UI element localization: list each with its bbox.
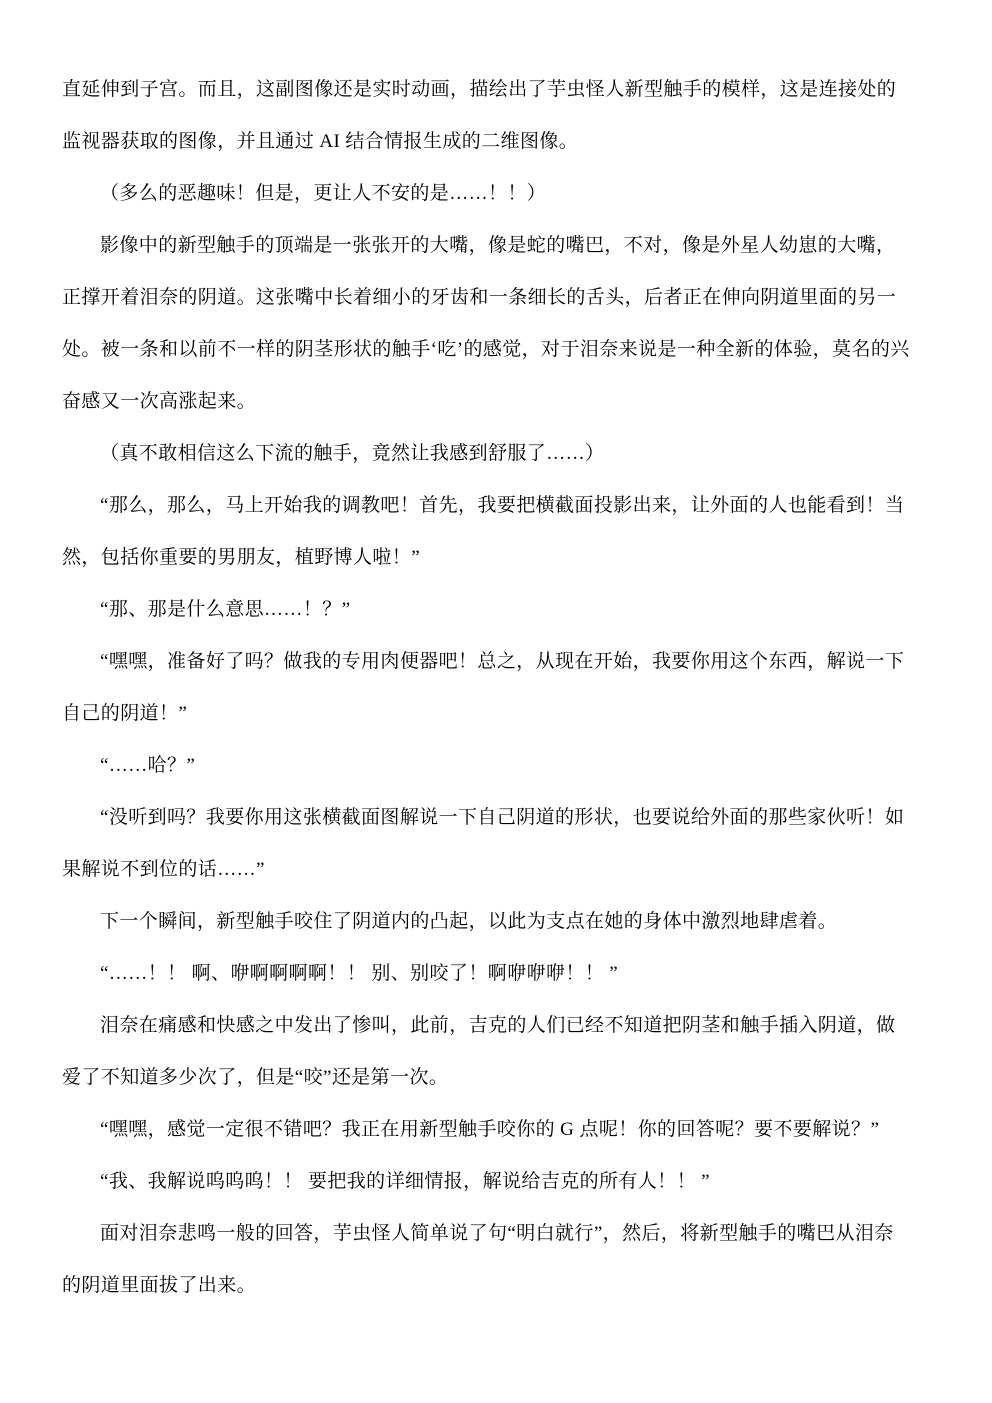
text-line: “那么，那么，马上开始我的调教吧！首先，我要把横截面投影出来，让外面的人也能看到！当 xyxy=(100,495,905,516)
text-line: 然，包括你重要的男朋友，植野博人啦！” xyxy=(62,547,421,568)
text-line: 影像中的新型触手的顶端是一张张开的大嘴，像是蛇的嘴巴，不对，像是外星人幼崽的大嘴， xyxy=(100,235,896,256)
text-line: 监视器获取的图像，并且通过 AI 结合情报生成的二维图像。 xyxy=(62,131,579,152)
text-line: （多么的恶趣味！但是，更让人不安的是……！！） xyxy=(100,183,547,204)
text-line: “……！！ 啊、咿啊啊啊啊！！ 别、别咬了！啊咿咿咿！！ ” xyxy=(100,963,619,984)
text-line: “嘿嘿，准备好了吗？做我的专用肉便器吧！总之，从现在开始，我要你用这个东西，解说一下 xyxy=(100,651,905,672)
text-line: “嘿嘿，感觉一定很不错吧？我正在用新型触手咬你的 G 点呢！你的回答呢？要不要解说？” xyxy=(100,1119,880,1140)
text-line: 奋感又一次高涨起来。 xyxy=(62,391,257,412)
text-line: 直延伸到子宫。而且，这副图像还是实时动画，描绘出了芋虫怪人新型触手的模样，这是连接处的 xyxy=(62,79,897,100)
text-line: 果解说不到位的话……” xyxy=(62,859,265,880)
document-text-body xyxy=(62,64,934,1312)
text-line: 面对泪奈悲鸣一般的回答，芋虫怪人简单说了句“明白就行”，然后，将新型触手的嘴巴从泪奈 xyxy=(100,1223,894,1244)
text-line: 自己的阴道！” xyxy=(62,703,188,724)
text-line: （真不敢相信这么下流的触手，竟然让我感到舒服了……） xyxy=(100,443,605,464)
text-line: 处。被一条和以前不一样的阴茎形状的触手‘吃’的感觉，对于泪奈来说是一种全新的体验，莫名的兴 xyxy=(62,339,910,360)
text-line: 泪奈在痛感和快感之中发出了惨叫，此前，吉克的人们已经不知道把阴茎和触手插入阴道，做 xyxy=(100,1015,896,1036)
text-line: “那、那是什么意思……！？” xyxy=(100,599,351,620)
text-line: “没听到吗？我要你用这张横截面图解说一下自己阴道的形状，也要说给外面的那些家伙听！如 xyxy=(100,807,905,828)
text-line: “我、我解说呜呜呜！！ 要把我的详细情报，解说给吉克的所有人！！ ” xyxy=(100,1171,710,1192)
text-line: 的阴道里面拔了出来。 xyxy=(62,1275,257,1296)
text-line: 爱了不知道多少次了，但是“咬”还是第一次。 xyxy=(62,1067,449,1088)
text-line: “……哈？” xyxy=(100,755,196,776)
text-line: 正撑开着泪奈的阴道。这张嘴中长着细小的牙齿和一条细长的舌头，后者正在伸向阴道里面的另一 xyxy=(62,287,897,308)
text-line: 下一个瞬间，新型触手咬住了阴道内的凸起，以此为支点在她的身体中激烈地肆虐着。 xyxy=(100,911,838,932)
